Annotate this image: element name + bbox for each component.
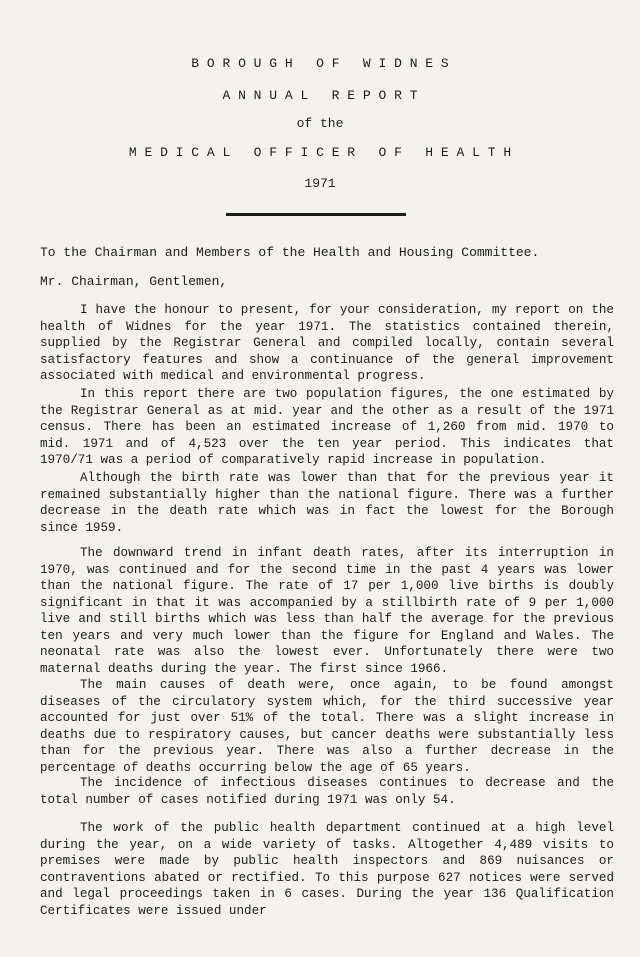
paragraph-text: The incidence of infectious diseases continues to decrease and the total number of cases notified during 1971 was only 54. (40, 776, 614, 807)
paragraph-population (40, 386, 614, 469)
title-divider (226, 213, 406, 216)
medical-officer-title: M E D I C A L O F F I C E R O F H E A L T H (128, 145, 512, 160)
paragraph-text: Although the birth rate was lower than that for the previous year it remained substantially higher than the national figure. There was a further decrease in the death rate which was in fact the lowest for the Borough since 1959. (40, 471, 614, 535)
addressee-line: To the Chairman and Members of the Health and Housing Committee. (40, 245, 540, 260)
paragraph-causes-of-death (40, 677, 614, 776)
report-year: 1971 (304, 176, 336, 191)
salutation-line: Mr. Chairman, Gentlemen, (40, 274, 228, 289)
paragraph-public-health (40, 820, 614, 919)
paragraph-text: In this report there are two population figures, the one estimated by the Registrar General as at mid. year and the other as a result of the 1971 census. There has been an estimated increase of 1,260 from mid. 1970 to mid. 1971 and of 4,523 over the ten year period. This indicates that 1970/71 was a period of comparatively rapid increase in population. (40, 387, 614, 467)
paragraph-birth-rate (40, 470, 614, 536)
paragraph-text: The main causes of death were, once again, to be found amongst diseases of the circulatory system which, for the third successive year accounted for just over 51% of the total. There was a slight increase in deaths due to respiratory causes, but cancer deaths were substantially less than for the previous year. There was also a further decrease in the percentage of deaths occurring below the age of 65 years. (40, 678, 614, 775)
annual-report-title: A N N U A L R E P O R T (222, 88, 418, 103)
paragraph-infant-deaths (40, 545, 614, 677)
paragraph-text: The work of the public health department continued at a high level during the year, on a wide variety of tasks. Altogether 4,489 visits to premises were made by public health inspectors and 869 nuisances or contraventions abated or rectified. To this purpose 627 notices were served and legal proceedings taken in 6 cases. During the year 136 Qualification Certificates were issued under (40, 821, 614, 918)
paragraph-text: The downward trend in infant death rates, after its interruption in 1970, was continued and for the second time in the past 4 years was lower than the national figure. The rate of 17 per 1,000 live births is doubly significant in that it was accompanied by a stillbirth rate of 9 per 1,000 live and still births which was less than half the average for the previous ten years and very much lower than the figure for England and Wales. The neonatal rate was also the lowest ever. Unfortunately there were two maternal deaths during the year. The first since 1966. (40, 546, 614, 676)
paragraph-intro (40, 302, 614, 385)
of-the-line: of the (296, 116, 344, 131)
paragraph-text: I have the honour to present, for your consideration, my report on the health of Widnes for the year 1971. The statistics contained therein, supplied by the Registrar General and compiled locally, contain several satisfactory features and show a continuance of the general improvement associated with medical and environmental progress. (40, 303, 614, 383)
borough-title: B O R O U G H O F W I D N E S (191, 56, 449, 71)
paragraph-infectious-diseases (40, 775, 614, 808)
